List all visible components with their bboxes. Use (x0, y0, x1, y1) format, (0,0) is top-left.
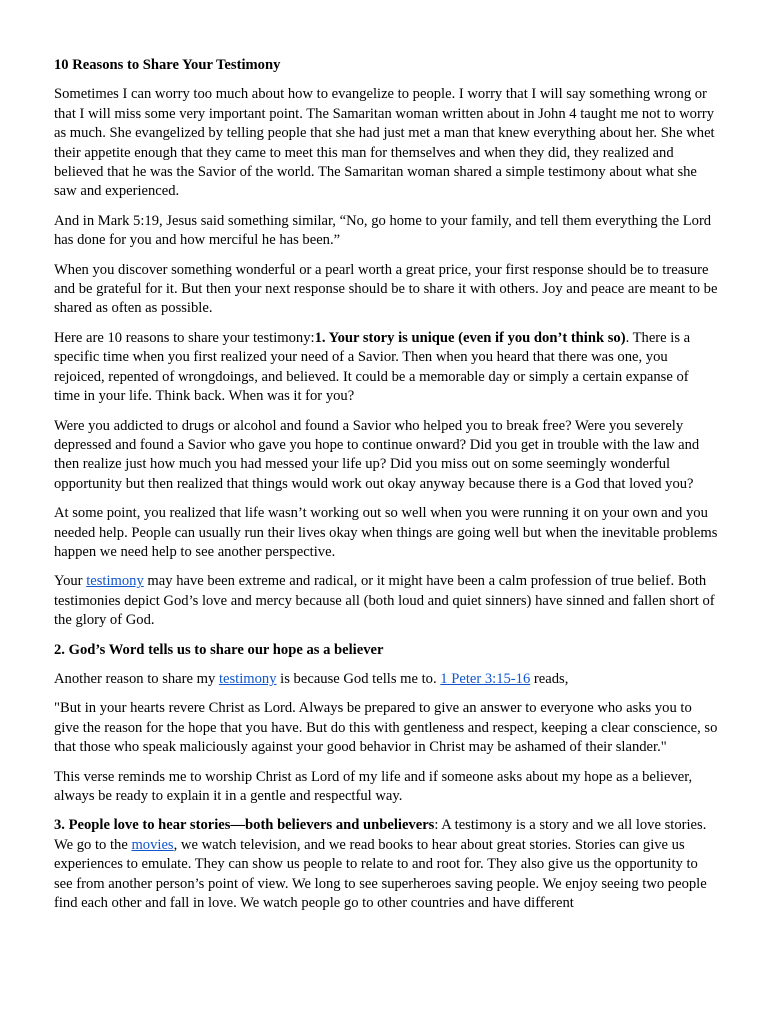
movies-link[interactable]: movies (131, 836, 174, 853)
mark-paragraph: And in Mark 5:19, Jesus said something similar, “No, go home to your family, and tell them everything the Lord has done for you and how merciful he has been.” (54, 212, 712, 249)
testimony-text-start: Your (54, 573, 87, 590)
scripture-intro-paragraph (54, 670, 718, 689)
testimony-link[interactable]: testimony (86, 573, 144, 590)
scripture-quote: "But in your hearts revere Christ as Lord. Always be prepared to give an answer to everyone who asks you to give the reason for the hope that you have. But do this with gentleness and respect, keeping a clear conscience, so that those who speak maliciously against your good behavior in Christ may be ashamed of their slander." (54, 700, 718, 756)
verse-reflection-paragraph: This verse reminds me to worship Christ as Lord of my life and if someone asks about my hope as a believer, always be ready to explain it in a gentle and respectful way. (54, 768, 693, 804)
testimony-text-end: may have been extreme and radical, or it might have been a calm profession of true belief. Both testimonies depict God’s love and mercy because all (both loud and quiet sinners) have sinned and fallen short of the glory of God. (54, 573, 715, 629)
stories-text-end: , we watch television, and we read books to hear about great stories. Stories can give us experiences to emulate. They can show us people to relate to and root for. They also give us the opportunity to see from another person’s point of view. We long to see superheroes saving people. We enjoy seeing two people find each other and fall in love. We watch people go to other countries and have different (54, 836, 707, 912)
intro-paragraph: Sometimes I can worry too much about how to evangelize to people. I worry that I will say something wrong or that I will miss some very important point. The Samaritan woman written about in John 4 taught me not to worry as much. She evangelized by telling people that she had just met a man that knew everything about her. She whet their appetite enough that they came to meet this man for themselves and when they did, they realized and believed that he was the Savior of the world. The Samaritan woman shared a simple testimony about what she saw and experienced. (54, 86, 715, 200)
pearl-paragraph: When you discover something wonderful or a pearl worth a great price, your first response should be to treasure and be grateful for it. But then your next response should be to share it with others. Joy and peace are meant to be shared as often as possible. (54, 261, 718, 317)
reasons-lead-text: Here are 10 reasons to share your testimony: (54, 329, 315, 346)
scripture-intro-text-mid: is because God tells me to. (276, 670, 441, 687)
reason-3-heading: 3. People love to hear stories—both believers and unbelievers (54, 817, 435, 834)
testimony-paragraph (54, 572, 718, 630)
document-title: 10 Reasons to Share Your Testimony (54, 57, 281, 73)
reason-2-heading: 2. God’s Word tells us to share our hope as a believer (54, 641, 384, 658)
reason-1-heading: 1. Your story is unique (even if you don’t think so) (314, 329, 626, 346)
peter-verse-link[interactable]: 1 Peter 3:15-16 (440, 670, 531, 687)
questions-paragraph: Were you addicted to drugs or alcohol and found a Savior who helped you to break free? Were you severely depressed and found a Savior who gave you hope to continue onward? Did you get in trouble with the law and then realize just how much you had messed your life up? Did you miss out on some seemingly wonderful opportunity but then realized that things would work out okay anyway because there is a God that loved you? (54, 417, 700, 492)
scripture-intro-text-start: Another reason to share my (54, 670, 219, 687)
reasons-intro-paragraph (54, 329, 718, 407)
scripture-intro-text-end: reads, (530, 670, 569, 687)
document-body (54, 53, 718, 923)
realization-paragraph: At some point, you realized that life wasn’t working out so well when you were running it on your own and you needed help. People can usually run their lives okay when things are going well but when the inevitable problems happen we need help to see another perspective. (54, 505, 718, 560)
testimony-link-2[interactable]: testimony (218, 670, 277, 687)
stories-paragraph (54, 816, 718, 913)
reason-1-text: . There is a specific time when you first realized your need of a Savior. Then when you heard that there was one, you rejoiced, repented of wrongdoings, and believed. It could be a memorable day or simply a certain expanse of time in your life. Think back. When was it for you? (54, 329, 691, 405)
stories-text-start: : A testimony is a story and we all love stories. We go to the (54, 817, 707, 853)
